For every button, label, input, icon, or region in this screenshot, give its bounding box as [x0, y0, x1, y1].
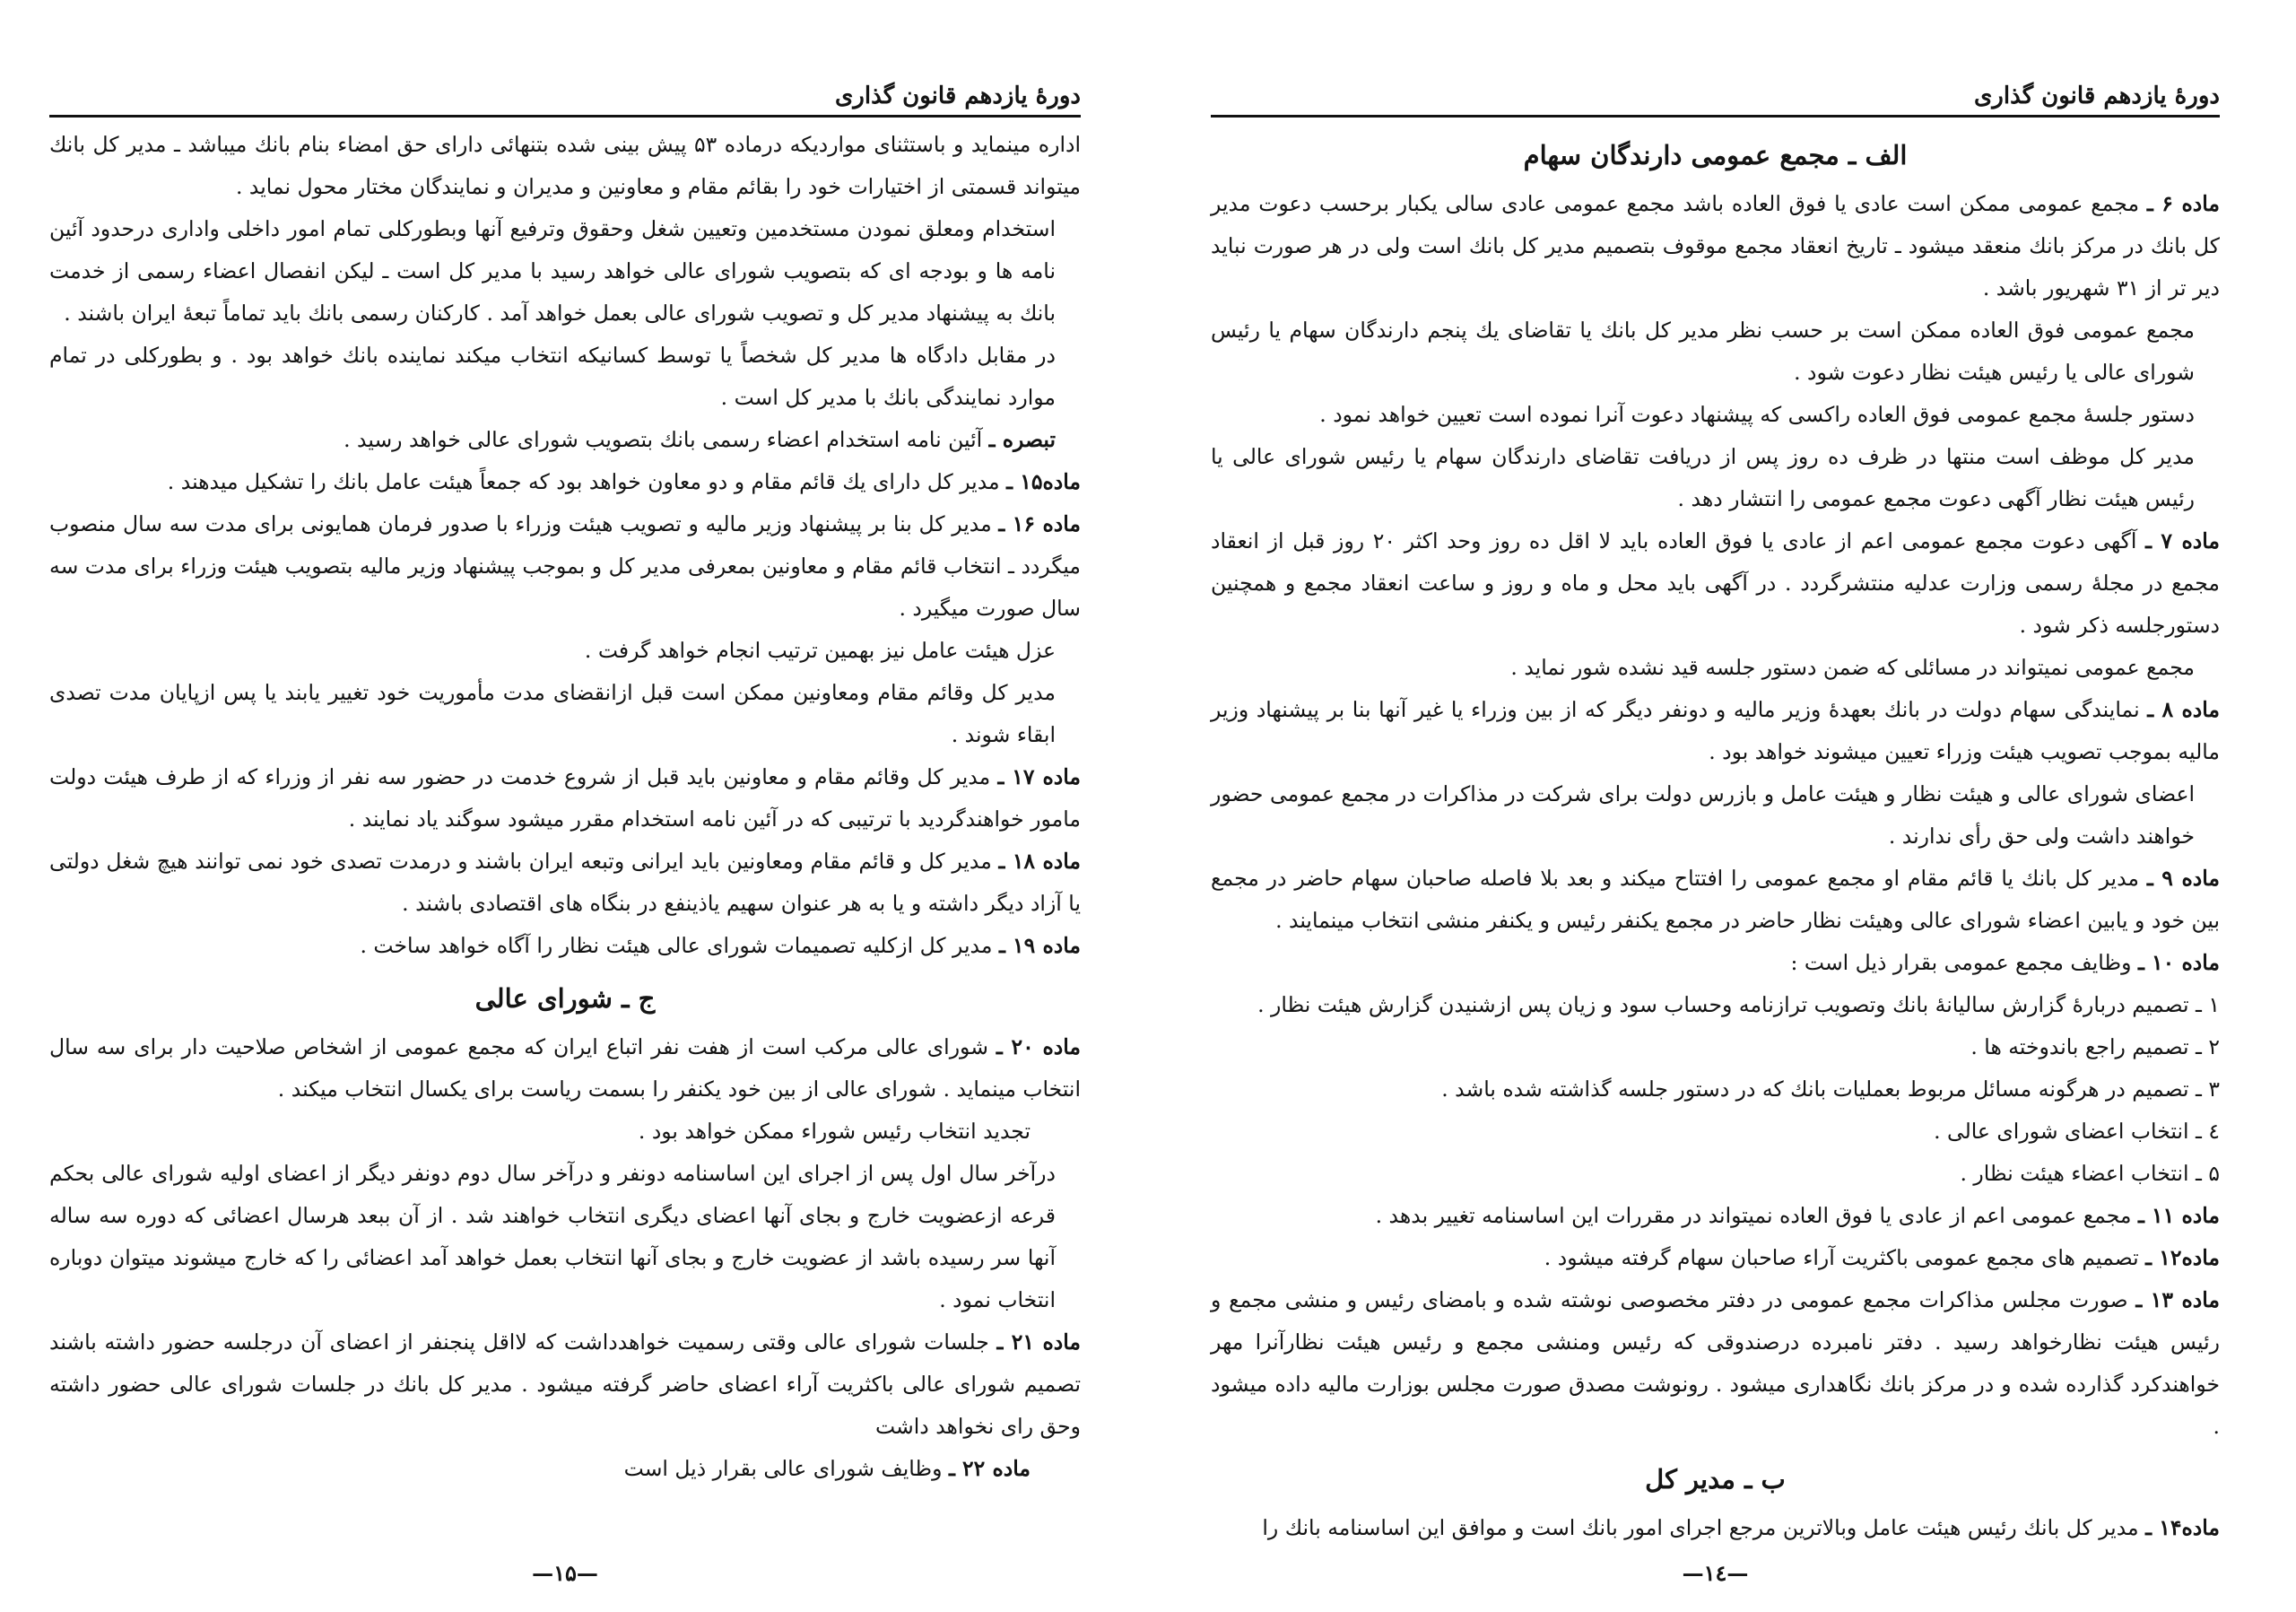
- paragraph-text: جلسات شورای عالی وقتی رسمیت خواهدداشت كه لااقل پنجنفر از اعضای آن درجلسه حضور داشته باشند تصمیم شورای عالی باكثریت آراء اعضای حاضر گرفته میشود . مدیر كل بانك در جلسات شورای عالی حضور داشته وحق رای نخواهد داشت: [49, 1329, 1081, 1439]
- paragraph-text: دستور جلسهٔ مجمع عمومی فوق العاده راكسی كه پیشنهاد دعوت آنرا نموده است تعیین خواهد نمود .: [1319, 402, 2195, 427]
- article-paragraph: [1211, 1507, 2220, 1549]
- paragraph-text: ٤ ـ انتخاب اعضای شورای عالی .: [1934, 1119, 2220, 1144]
- paragraph: [49, 208, 1081, 335]
- article-paragraph: [49, 1026, 1081, 1111]
- article-paragraph: [1211, 183, 2220, 309]
- article-paragraph: [49, 925, 1081, 967]
- paragraph-text: درآخر سال اول پس از اجرای این اساسنامه دونفر و درآخر سال دوم دونفر دیگر از اعضای اولیه شورای عالی بحكم قرعه ازعضویت خارج و بجای آنها اعضای دیگری انتخاب خواهند شد . از آن ببعد هرسال اعضائی كه دوره سه ساله آنها سر رسیده باشد از عضویت خارج و بجای آنها انتخاب بعمل خواهد آمد اعضائی را كه خارج میشوند میتوان دوباره انتخاب نمود .: [49, 1161, 1056, 1312]
- article-label: ماده ۸ ـ: [2147, 697, 2220, 722]
- paragraph-text: نمایندگی سهام دولت در بانك بعهدهٔ وزیر مالیه و دونفر دیگر كه از بین وزراء یا غیر آنها بنا بر پیشنهاد وزیر مالیه بموجب تصویب هیئت وزراء تعیین میشوند خواهد بود .: [1211, 697, 2220, 764]
- paragraph-text: تصمیم های مجمع عمومی باكثریت آراء صاحبان سهام گرفته میشود .: [1544, 1245, 2139, 1270]
- article-paragraph: [49, 461, 1081, 503]
- article-paragraph: [49, 419, 1081, 461]
- paragraph-text: مدیر كل ازكلیه تصمیمات شورای عالی هیئت نظار را آگاه خواهد ساخت .: [360, 933, 993, 958]
- header-rule: [49, 115, 1081, 118]
- paragraph: [1211, 647, 2220, 689]
- paragraph-text: اعضای شورای عالی و هیئت نظار و هیئت عامل و بازرس دولت برای شركت در مذاكرات در مجمع عمومی حضور خواهند داشت ولی حق رأی ندارند .: [1211, 781, 2195, 849]
- paragraph-text: در مقابل دادگاه ها مدیر كل شخصاً یا توسط كسانیكه انتخاب میكند نماینده بانك خواهد بود . و بطوركلی در تمام موارد نمایندگی بانك با مدیر كل است .: [49, 343, 1056, 410]
- paragraph-text: وظایف شورای عالی بقرار ذیل است: [623, 1456, 943, 1481]
- paragraph: [49, 630, 1081, 672]
- paragraph-text: آئین نامه استخدام اعضاء رسمی بانك بتصویب شورای عالی خواهد رسید .: [344, 427, 983, 452]
- article-label: ماده ۱۱ ـ: [2137, 1203, 2220, 1228]
- article-label: ماده ۶ ـ: [2146, 191, 2220, 216]
- section-title: ج ـ شورای عالی: [474, 983, 656, 1014]
- article-label: ماده ۱۰ ـ: [2137, 950, 2220, 975]
- paragraph: [49, 335, 1081, 419]
- article-label: ماده۱۴ ـ: [2145, 1515, 2220, 1540]
- article-paragraph: [1211, 1237, 2220, 1279]
- article-label: ماده ۲۲ ـ: [948, 1456, 1031, 1481]
- paragraph-text: تجدید انتخاب رئیس شوراء ممكن خواهد بود .: [638, 1119, 1031, 1144]
- paragraph: [1211, 984, 2220, 1026]
- paragraph-text: استخدام ومعلق نمودن مستخدمین وتعیین شغل وحقوق وترفیع آنها وبطوركلی تمام امور داخلی واداری درحدود آئین نامه ها و بودجه ای كه بتصویب شورای عالی خواهد رسید با مدیر كل است ـ لیكن انفصال اعضاء رسمی از خدمت بانك به پیشنهاد مدیر كل و تصویب شورای عالی بعمل خواهد آمد . كاركنان رسمی بانك باید تماماً تبعهٔ ایران باشند .: [49, 216, 1056, 326]
- article-label: ماده ۱۶ ـ: [998, 511, 1081, 536]
- paragraph: [1211, 1026, 2220, 1068]
- article-label: ماده ۱۷ ـ: [997, 764, 1081, 789]
- paragraph: [49, 124, 1081, 208]
- article-paragraph: [49, 841, 1081, 925]
- paragraph-text: عزل هیئت عامل نیز بهمین ترتیب انجام خواهد گرفت .: [584, 638, 1056, 663]
- article-paragraph: [1211, 858, 2220, 942]
- running-header: دورهٔ یازدهم قانون گذاری: [1973, 83, 2220, 109]
- paragraph-text: مجمع عمومی نمیتواند در مسائلی كه ضمن دستور جلسه قید نشده شور نماید .: [1510, 655, 2195, 680]
- paragraph-text: مدیر كل و قائم مقام ومعاونین باید ایرانی وتبعه ایران باشند و درمدت تصدی خود نمی توانند هیچ شغل دولتی یا آزاد دیگر داشته و یا به هر عنوان سهیم یاذینفع در بنگاه های اقتصادی باشند .: [49, 849, 1081, 916]
- running-header: دورهٔ یازدهم قانون گذاری: [834, 83, 1081, 109]
- paragraph: [1211, 1111, 2220, 1153]
- paragraph: [1211, 309, 2220, 394]
- article-paragraph: [49, 1321, 1081, 1448]
- article-label: ماده ۷ ـ: [2145, 528, 2220, 553]
- paragraph: [49, 672, 1081, 756]
- article-label: ماده ۱۸ ـ: [998, 849, 1081, 874]
- paragraph-text: ۵ ـ انتخاب اعضاء هیئت نظار .: [1960, 1161, 2220, 1186]
- section-title: ب ـ مدیر كل: [1645, 1464, 1786, 1494]
- header-rule: [1211, 115, 2220, 118]
- section-title: الف ـ مجمع عمومی دارندگان سهام: [1523, 140, 1908, 170]
- article-paragraph: [1211, 689, 2220, 773]
- article-label: تبصره ـ: [988, 427, 1056, 452]
- paragraph-text: وظایف مجمع عمومی بقرار ذیل است :: [1790, 950, 2132, 975]
- paragraph-text: اداره مینماید و باستثنای مواردیکه درماده ۵۳ پیش بینی شده بتنهائی دارای حق امضاء بنام بانك میباشد ـ مدیر كل بانك میتواند قسمتی از اختیارات خود را بقائم مقام و معاونین و مدیران و نمایندگان مختار محول نماید .: [49, 132, 1081, 199]
- article-label: ماده۱۲ ـ: [2145, 1245, 2220, 1270]
- paragraph-text: مدیر كل دارای یك قائم مقام و دو معاون خواهد بود كه جمعاً هیئت عامل بانك را تشكیل میدهند .: [167, 469, 1000, 494]
- article-label: ماده ۱۹ ـ: [998, 933, 1081, 958]
- article-label: ماده ۲۰ ـ: [996, 1034, 1081, 1059]
- page-number: —۱٤—: [1682, 1560, 1749, 1586]
- article-paragraph: [1211, 1195, 2220, 1237]
- paragraph-text: صورت مجلس مذاكرات مجمع عمومی در دفتر مخصوصی نوشته شده و بامضای رئیس و منشی مجمع و رئیس هیئت نظارخواهد رسید . دفتر نامبرده درصندوقی كه رئیس ومنشی مجمع و رئیس هیئت نظارآنرا مهر خواهندكرد گذارده شده و در مركز بانك نگاهداری میشود . رونوشت مصدق صورت مجلس بوزارت مالیه داده میشود .: [1211, 1287, 2220, 1439]
- page-body: [1211, 124, 2220, 1549]
- article-paragraph: [49, 1448, 1081, 1490]
- paragraph: [49, 1111, 1081, 1153]
- page-body: [49, 124, 1081, 1490]
- paragraph-text: مجمع عمومی اعم از عادی یا فوق العاده نمیتواند در مقررات این اساسنامه تغییر بدهد .: [1375, 1203, 2132, 1228]
- page-number: —۱۵—: [532, 1560, 598, 1586]
- article-label: ماده ۱۳ ـ: [2135, 1287, 2220, 1312]
- article-paragraph: [49, 756, 1081, 841]
- article-paragraph: [1211, 520, 2220, 647]
- article-label: ماده۱۵ ـ: [1006, 469, 1081, 494]
- article-paragraph: [1211, 1279, 2220, 1448]
- paragraph-text: مدیر كل وقائم مقام ومعاونین ممكن است قبل ازانقضای مدت مأموریت خود تغییر یابند یا پس ازپایان مدت تصدی ابقاء شوند .: [49, 680, 1056, 747]
- article-paragraph: [49, 503, 1081, 630]
- paragraph: [49, 1153, 1081, 1321]
- paragraph: [1211, 1153, 2220, 1195]
- paragraph-text: مدیر كل وقائم مقام و معاونین باید قبل از شروع خدمت در حضور سه نفر از وزراء كه از طرف هیئت دولت مامور خواهندگردید با ترتیبی كه در آئین نامه استخدام مقرر میشود سوگند یاد نمایند .: [49, 764, 1081, 832]
- article-paragraph: [1211, 942, 2220, 984]
- left-page: [49, 70, 1081, 1586]
- paragraph: [1211, 1068, 2220, 1111]
- article-label: ماده ۹ ـ: [2146, 866, 2220, 891]
- paragraph-text: مدیر كل موظف است منتها در ظرف ده روز پس از دریافت تقاضای دارندگان سهام یا رئیس شورای عالی یا رئیس هیئت نظار آگهی دعوت مجمع عمومی را انتشار دهد .: [1211, 444, 2195, 511]
- paragraph-text: ۲ ـ تصمیم راجع باندوخته ها .: [1970, 1034, 2220, 1059]
- paragraph-text: مجمع عمومی ممكن است عادی یا فوق العاده باشد مجمع عمومی عادی سالی یكبار برحسب دعوت مدیر كل بانك در مركز بانك منعقد میشود ـ تاریخ انعقاد مجمع موقوف بتصمیم مدیر كل بانك است ولی در هر صورت نباید دیر تر از ۳۱ شهریور باشد .: [1211, 191, 2220, 301]
- article-label: ماده ۲۱ ـ: [996, 1329, 1081, 1355]
- paragraph: [1211, 394, 2220, 436]
- paragraph-text: مدیر كل بانك یا قائم مقام او مجمع عمومی را افتتاح میكند و بعد بلا فاصله صاحبان سهام حاضر در مجمع بین خود و یابین اعضاء شورای عالی وهیئت نظار حاضر در مجمع یكنفر رئیس و یكنفر منشی انتخاب مینمایند .: [1211, 866, 2220, 933]
- paragraph: [1211, 436, 2220, 520]
- paragraph-text: ۱ ـ تصمیم دربارهٔ گزارش سالیانهٔ بانك وتصویب ترازنامه وحساب سود و زیان پس ازشنیدن گزارش هیئت نظار .: [1257, 992, 2220, 1017]
- paragraph-text: شورای عالی مركب است از هفت نفر اتباع ایران كه مجمع عمومی از اشخاص صلاحیت دار برای سه سال انتخاب مینماید . شورای عالی از بین خود یكنفر را بسمت ریاست برای یكسال انتخاب میكند .: [49, 1034, 1081, 1102]
- paragraph-text: مجمع عمومی فوق العاده ممكن است بر حسب نظر مدیر كل بانك یا تقاضای یك پنجم دارندگان سهام یا رئیس شورای عالی یا رئیس هیئت نظار دعوت شود .: [1211, 318, 2195, 385]
- paragraph-text: ۳ ـ تصمیم در هرگونه مسائل مربوط بعملیات بانك كه در دستور جلسه گذاشته شده باشد .: [1441, 1076, 2220, 1102]
- paragraph-text: مدیر كل بانك رئیس هیئت عامل وبالاترین مرجع اجرای امور بانك است و موافق این اساسنامه بانك را: [1262, 1515, 2139, 1540]
- paragraph-text: آگهی دعوت مجمع عمومی اعم از عادی یا فوق العاده باید لا اقل ده روز وحد اكثر ۲۰ روز قبل از انعقاد مجمع در مجلهٔ رسمی وزارت عدلیه منتشرگردد . در آگهی باید محل و ماه و روز و ساعت انعقاد مجمع و همچنین دستورجلسه ذكر شود .: [1211, 528, 2220, 638]
- paragraph-text: مدیر كل بنا بر پیشنهاد وزیر مالیه و تصویب هیئت وزراء با صدور فرمان همایونی برای مدت سه سال منصوب میگردد ـ انتخاب قائم مقام و معاونین بمعرفی مدیر كل و بموجب پیشنهاد وزیر مالیه بتصویب هیئت وزراء برای مدت سه سال صورت میگیرد .: [49, 511, 1081, 621]
- paragraph: [1211, 773, 2220, 858]
- right-page: [1211, 70, 2220, 1586]
